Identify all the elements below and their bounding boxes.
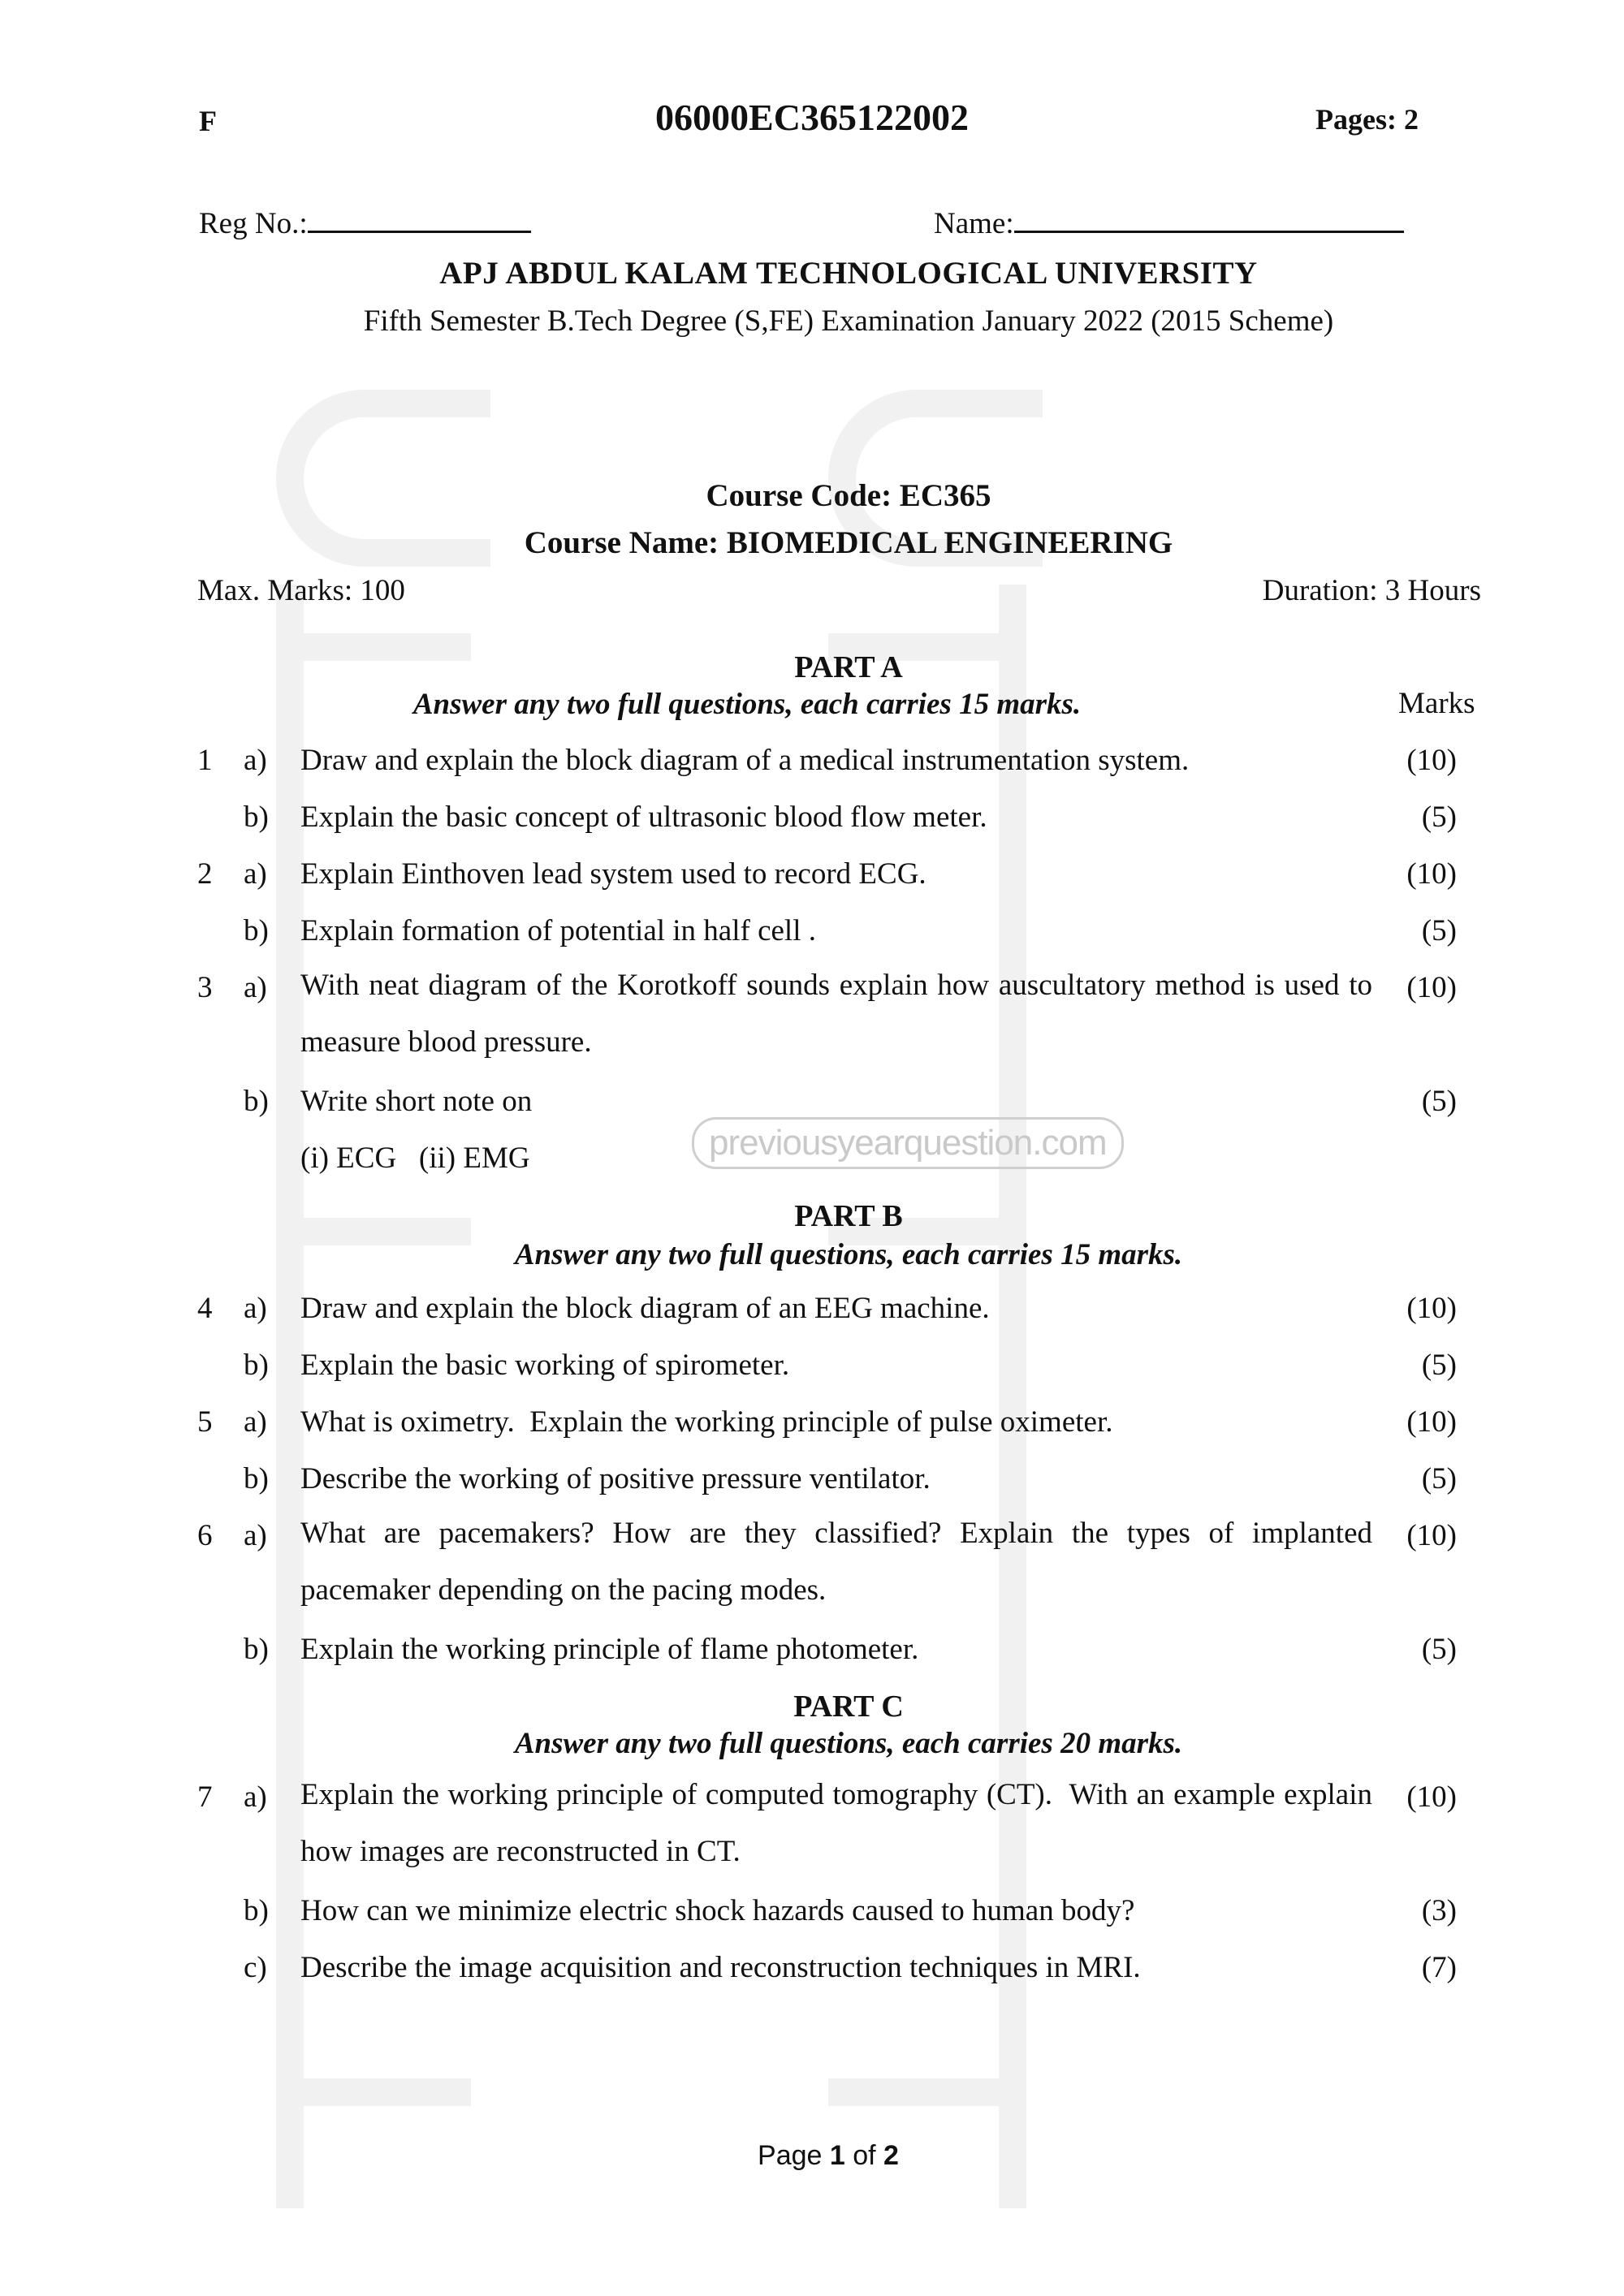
question-marks: (5) [1421, 914, 1457, 947]
question-text: What is oximetry. Explain the working principle of pulse oximeter. [300, 1405, 1113, 1439]
question-number: 7 [197, 1780, 213, 1814]
marks-header: Marks [1398, 687, 1475, 720]
page-count: Pages: 2 [1315, 103, 1419, 136]
question-sub: b) [244, 1633, 269, 1666]
question-sub: a) [244, 1292, 267, 1325]
part-a-instruction: Answer any two full questions, each carries 15 marks. [412, 688, 1082, 721]
question-marks: (5) [1421, 1462, 1457, 1495]
exam-title: Fifth Semester B.Tech Degree (S,FE) Examination January 2022 (2015 Scheme) [363, 304, 1334, 338]
reg-no-blank [308, 206, 531, 233]
question-sub: a) [244, 857, 267, 891]
question-text: Explain Einthoven lead system used to record ECG. [300, 857, 926, 891]
question-marks: (10) [1406, 1405, 1457, 1439]
part-c-instruction: Answer any two full questions, each carries 20 marks. [514, 1727, 1183, 1760]
question-text: Explain the working principle of computed tomography (CT). With an example explain how images are reconstructed in CT. [300, 1778, 1380, 1868]
question-text: Explain formation of potential in half cell . [300, 914, 816, 947]
question-marks: (5) [1421, 1349, 1457, 1382]
question-sub: a) [244, 744, 267, 777]
question-sub: b) [244, 1462, 269, 1495]
question-sub: b) [244, 1349, 269, 1382]
question-text: Describe the working of positive pressure ventilator. [300, 1462, 931, 1495]
question-text: Draw and explain the block diagram of a medical instrumentation system. [300, 744, 1190, 777]
question-sub: a) [244, 1780, 267, 1814]
question-marks: (3) [1421, 1894, 1457, 1927]
question-number: 2 [197, 857, 213, 891]
university-name: APJ ABDUL KALAM TECHNOLOGICAL UNIVERSITY [439, 256, 1258, 291]
name-field [934, 206, 1404, 241]
question-marks: (10) [1406, 744, 1457, 777]
footer-middle: of [844, 2140, 884, 2171]
paper-code: 06000EC365122002 [655, 97, 969, 138]
page-footer [0, 2140, 1624, 2172]
question-marks: (5) [1421, 801, 1457, 834]
question-marks: (10) [1406, 1519, 1457, 1552]
footer-current-page: 1 [829, 2140, 845, 2171]
max-marks: Max. Marks: 100 [197, 574, 405, 607]
question-sub: b) [244, 801, 269, 834]
question-sub: a) [244, 1519, 267, 1552]
question-text: Draw and explain the block diagram of an EEG machine. [300, 1292, 990, 1325]
part-b-instruction: Answer any two full questions, each carries 15 marks. [514, 1238, 1183, 1271]
question-marks: (10) [1406, 971, 1457, 1004]
question-sub: c) [244, 1951, 267, 1984]
question-sub: b) [244, 1085, 269, 1118]
question-number: 3 [197, 971, 213, 1004]
question-marks: (10) [1406, 857, 1457, 891]
footer-total-pages: 2 [883, 2140, 899, 2171]
question-sub: a) [244, 971, 267, 1004]
question-marks: (10) [1406, 1780, 1457, 1814]
question-sub: a) [244, 1405, 267, 1439]
question-sub: b) [244, 1894, 269, 1927]
question-number: 5 [197, 1405, 213, 1439]
set-letter: F [199, 105, 217, 137]
question-text: Describe the image acquisition and reconstruction techniques in MRI. [300, 1951, 1141, 1984]
name-blank [1014, 206, 1404, 233]
question-text: Explain the basic concept of ultrasonic blood flow meter. [300, 801, 987, 834]
question-marks: (10) [1406, 1292, 1457, 1325]
question-text: Explain the basic working of spirometer. [300, 1349, 790, 1382]
question-marks: (7) [1421, 1951, 1457, 1984]
question-number: 1 [197, 744, 213, 777]
duration: Duration: 3 Hours [1262, 574, 1481, 607]
question-number: 4 [197, 1292, 213, 1325]
question-text: What are pacemakers? How are they classified? Explain the types of implanted pacemaker depending on the pacing modes. [300, 1517, 1372, 1607]
question-text: Write short note on [300, 1085, 533, 1118]
question-sub: b) [244, 914, 269, 947]
question-number: 6 [197, 1519, 213, 1552]
part-a-title: PART A [794, 650, 903, 684]
reg-no-field [199, 206, 531, 241]
question-marks: (5) [1421, 1633, 1457, 1666]
question-text: Explain the working principle of flame photometer. [300, 1633, 919, 1666]
watermark-text: previousyearquestion.com [692, 1117, 1124, 1169]
question-text: (i) ECG (ii) EMG [300, 1142, 530, 1175]
question-marks: (5) [1421, 1085, 1457, 1118]
course-name: Course Name: BIOMEDICAL ENGINEERING [524, 525, 1173, 560]
footer-prefix: Page [758, 2140, 830, 2171]
reg-no-label: Reg No.: [199, 207, 308, 240]
part-b-title: PART B [794, 1199, 903, 1233]
course-code: Course Code: EC365 [706, 478, 991, 513]
question-text: With neat diagram of the Korotkoff sounds explain how auscultatory method is used to measure blood pressure. [300, 969, 1372, 1059]
part-c-title: PART C [793, 1690, 904, 1724]
name-label: Name: [934, 207, 1014, 240]
question-text: How can we minimize electric shock hazards caused to human body? [300, 1894, 1135, 1927]
